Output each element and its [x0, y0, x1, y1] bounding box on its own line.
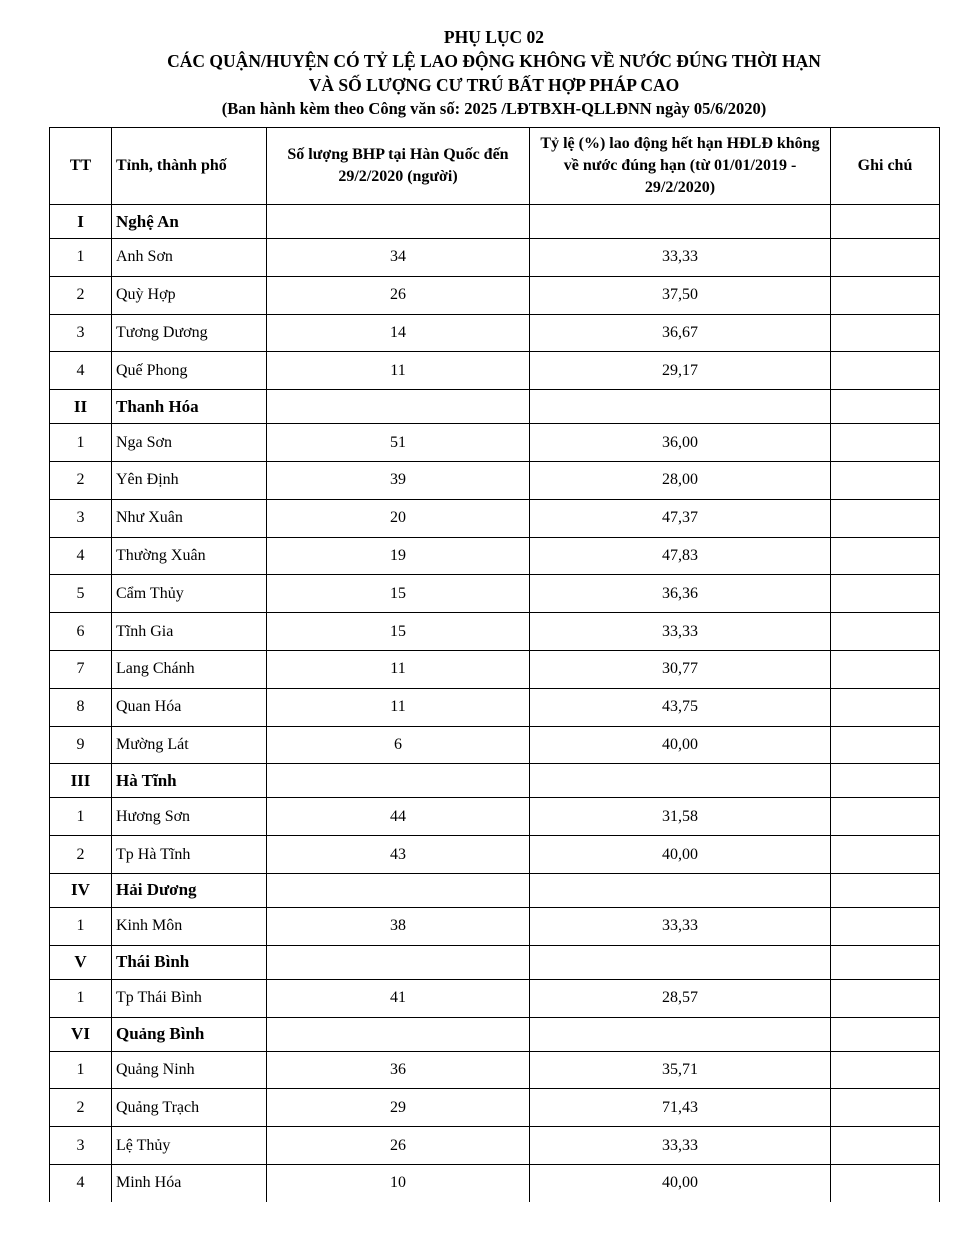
table-row — [50, 499, 940, 537]
row-rate: 33,33 — [530, 1127, 831, 1165]
row-count: 14 — [267, 314, 530, 352]
group-count-empty — [267, 390, 530, 424]
row-district-name: Tp Hà Tĩnh — [112, 836, 267, 874]
row-district-name: Thường Xuân — [112, 537, 267, 575]
document-title-line-1: CÁC QUẬN/HUYỆN CÓ TỶ LỆ LAO ĐỘNG KHÔNG VỀ NƯỚC ĐÚNG THỜI HẠN — [167, 51, 821, 71]
table-row — [50, 239, 940, 277]
statistics-table — [49, 127, 940, 1202]
header-rate: Tỷ lệ (%) lao động hết hạn HĐLĐ không về nước đúng hạn (từ 01/01/2019 - 29/2/2020) — [530, 128, 831, 205]
row-count: 34 — [267, 239, 530, 277]
row-tt: 4 — [50, 537, 112, 575]
row-count: 26 — [267, 276, 530, 314]
document-subtitle: (Ban hành kèm theo Công văn số: 2025 /LĐTBXH-QLLĐNN ngày 05/6/2020) — [221, 99, 767, 118]
row-note — [831, 1164, 940, 1201]
row-tt: 1 — [50, 979, 112, 1017]
row-rate: 31,58 — [530, 798, 831, 836]
group-note-empty — [831, 945, 940, 979]
row-tt: 3 — [50, 499, 112, 537]
table-row — [50, 537, 940, 575]
row-district-name: Lang Chánh — [112, 650, 267, 688]
row-tt: 9 — [50, 726, 112, 764]
row-tt: 7 — [50, 650, 112, 688]
group-province-name: Quảng Bình — [112, 1017, 267, 1051]
group-rate-empty — [530, 945, 831, 979]
header-province: Tỉnh, thành phố — [112, 128, 267, 205]
row-count: 51 — [267, 424, 530, 462]
province-group-row — [50, 764, 940, 798]
table-row — [50, 276, 940, 314]
row-note — [831, 499, 940, 537]
row-count: 26 — [267, 1127, 530, 1165]
group-province-name: Hải Dương — [112, 873, 267, 907]
row-rate: 33,33 — [530, 613, 831, 651]
group-rate-empty — [530, 390, 831, 424]
row-district-name: Minh Hóa — [112, 1164, 267, 1201]
row-rate: 36,67 — [530, 314, 831, 352]
row-note — [831, 726, 940, 764]
group-roman: IV — [50, 873, 112, 907]
group-roman: III — [50, 764, 112, 798]
row-count: 44 — [267, 798, 530, 836]
row-note — [831, 352, 940, 390]
row-rate: 33,33 — [530, 239, 831, 277]
row-note — [831, 798, 940, 836]
group-rate-empty — [530, 764, 831, 798]
row-rate: 40,00 — [530, 1164, 831, 1201]
row-note — [831, 314, 940, 352]
row-rate: 29,17 — [530, 352, 831, 390]
row-tt: 1 — [50, 798, 112, 836]
row-tt: 4 — [50, 1164, 112, 1201]
row-tt: 1 — [50, 907, 112, 945]
group-province-name: Thanh Hóa — [112, 390, 267, 424]
row-note — [831, 424, 940, 462]
group-rate-empty — [530, 1017, 831, 1051]
row-district-name: Tương Dương — [112, 314, 267, 352]
row-rate: 36,00 — [530, 424, 831, 462]
row-tt: 1 — [50, 239, 112, 277]
row-tt: 2 — [50, 276, 112, 314]
row-district-name: Quan Hóa — [112, 688, 267, 726]
row-count: 20 — [267, 499, 530, 537]
row-tt: 4 — [50, 352, 112, 390]
group-note-empty — [831, 764, 940, 798]
row-rate: 33,33 — [530, 907, 831, 945]
row-district-name: Lệ Thủy — [112, 1127, 267, 1165]
row-district-name: Cẩm Thủy — [112, 575, 267, 613]
province-group-row — [50, 205, 940, 239]
table-row — [50, 575, 940, 613]
row-district-name: Như Xuân — [112, 499, 267, 537]
row-district-name: Hương Sơn — [112, 798, 267, 836]
row-tt: 1 — [50, 424, 112, 462]
table-row — [50, 979, 940, 1017]
province-group-row — [50, 1017, 940, 1051]
row-tt: 8 — [50, 688, 112, 726]
row-district-name: Quảng Ninh — [112, 1051, 267, 1089]
row-note — [831, 461, 940, 499]
table-row — [50, 726, 940, 764]
table-row — [50, 798, 940, 836]
province-group-row — [50, 390, 940, 424]
row-district-name: Quế Phong — [112, 352, 267, 390]
group-note-empty — [831, 390, 940, 424]
row-count: 39 — [267, 461, 530, 499]
row-rate: 40,00 — [530, 836, 831, 874]
document-title-line-2: VÀ SỐ LƯỢNG CƯ TRÚ BẤT HỢP PHÁP CAO — [308, 75, 680, 95]
row-note — [831, 1127, 940, 1165]
table-row — [50, 650, 940, 688]
group-note-empty — [831, 205, 940, 239]
row-count: 6 — [267, 726, 530, 764]
row-count: 10 — [267, 1164, 530, 1201]
table-row — [50, 907, 940, 945]
group-rate-empty — [530, 873, 831, 907]
row-tt: 2 — [50, 461, 112, 499]
row-note — [831, 575, 940, 613]
group-province-name: Thái Bình — [112, 945, 267, 979]
row-district-name: Mường Lát — [112, 726, 267, 764]
row-district-name: Yên Định — [112, 461, 267, 499]
table-row — [50, 1164, 940, 1201]
group-roman: VI — [50, 1017, 112, 1051]
row-district-name: Kinh Môn — [112, 907, 267, 945]
group-count-empty — [267, 873, 530, 907]
row-district-name: Quảng Trạch — [112, 1089, 267, 1127]
table-row — [50, 352, 940, 390]
group-count-empty — [267, 205, 530, 239]
row-district-name: Nga Sơn — [112, 424, 267, 462]
row-note — [831, 613, 940, 651]
row-count: 36 — [267, 1051, 530, 1089]
row-count: 43 — [267, 836, 530, 874]
row-rate: 35,71 — [530, 1051, 831, 1089]
row-rate: 43,75 — [530, 688, 831, 726]
row-rate: 37,50 — [530, 276, 831, 314]
row-note — [831, 688, 940, 726]
group-note-empty — [831, 1017, 940, 1051]
table-body — [50, 205, 940, 1202]
row-note — [831, 276, 940, 314]
row-note — [831, 650, 940, 688]
row-tt: 6 — [50, 613, 112, 651]
group-province-name: Nghệ An — [112, 205, 267, 239]
header-note: Ghi chú — [831, 128, 940, 205]
group-count-empty — [267, 764, 530, 798]
row-district-name: Tp Thái Bình — [112, 979, 267, 1017]
row-district-name: Quỳ Hợp — [112, 276, 267, 314]
row-count: 38 — [267, 907, 530, 945]
row-count: 15 — [267, 613, 530, 651]
row-count: 11 — [267, 352, 530, 390]
row-rate: 47,83 — [530, 537, 831, 575]
table-row — [50, 1051, 940, 1089]
row-tt: 2 — [50, 1089, 112, 1127]
row-rate: 30,77 — [530, 650, 831, 688]
row-note — [831, 1089, 940, 1127]
table-row — [50, 1089, 940, 1127]
province-group-row — [50, 945, 940, 979]
row-rate: 47,37 — [530, 499, 831, 537]
row-rate: 40,00 — [530, 726, 831, 764]
province-group-row — [50, 873, 940, 907]
table-row — [50, 461, 940, 499]
row-tt: 2 — [50, 836, 112, 874]
row-note — [831, 836, 940, 874]
group-province-name: Hà Tĩnh — [112, 764, 267, 798]
group-rate-empty — [530, 205, 831, 239]
table-row — [50, 424, 940, 462]
table-header-row — [50, 128, 940, 205]
document-header — [0, 25, 960, 121]
appendix-title: PHỤ LỤC 02 — [443, 27, 545, 47]
row-rate: 36,36 — [530, 575, 831, 613]
group-roman: I — [50, 205, 112, 239]
group-note-empty — [831, 873, 940, 907]
row-count: 11 — [267, 650, 530, 688]
table-row — [50, 836, 940, 874]
row-note — [831, 907, 940, 945]
row-count: 29 — [267, 1089, 530, 1127]
row-rate: 28,57 — [530, 979, 831, 1017]
table-row — [50, 1127, 940, 1165]
row-note — [831, 1051, 940, 1089]
group-roman: II — [50, 390, 112, 424]
row-tt: 3 — [50, 314, 112, 352]
row-tt: 5 — [50, 575, 112, 613]
table-row — [50, 314, 940, 352]
row-count: 15 — [267, 575, 530, 613]
row-note — [831, 979, 940, 1017]
group-roman: V — [50, 945, 112, 979]
group-count-empty — [267, 945, 530, 979]
row-count: 19 — [267, 537, 530, 575]
row-district-name: Tĩnh Gia — [112, 613, 267, 651]
group-count-empty — [267, 1017, 530, 1051]
table-row — [50, 613, 940, 651]
row-note — [831, 537, 940, 575]
row-rate: 71,43 — [530, 1089, 831, 1127]
table-row — [50, 688, 940, 726]
row-count: 11 — [267, 688, 530, 726]
header-tt: TT — [50, 128, 112, 205]
row-count: 41 — [267, 979, 530, 1017]
row-tt: 3 — [50, 1127, 112, 1165]
row-district-name: Anh Sơn — [112, 239, 267, 277]
row-note — [831, 239, 940, 277]
row-tt: 1 — [50, 1051, 112, 1089]
header-count: Số lượng BHP tại Hàn Quốc đến 29/2/2020 (người) — [267, 128, 530, 205]
row-rate: 28,00 — [530, 461, 831, 499]
